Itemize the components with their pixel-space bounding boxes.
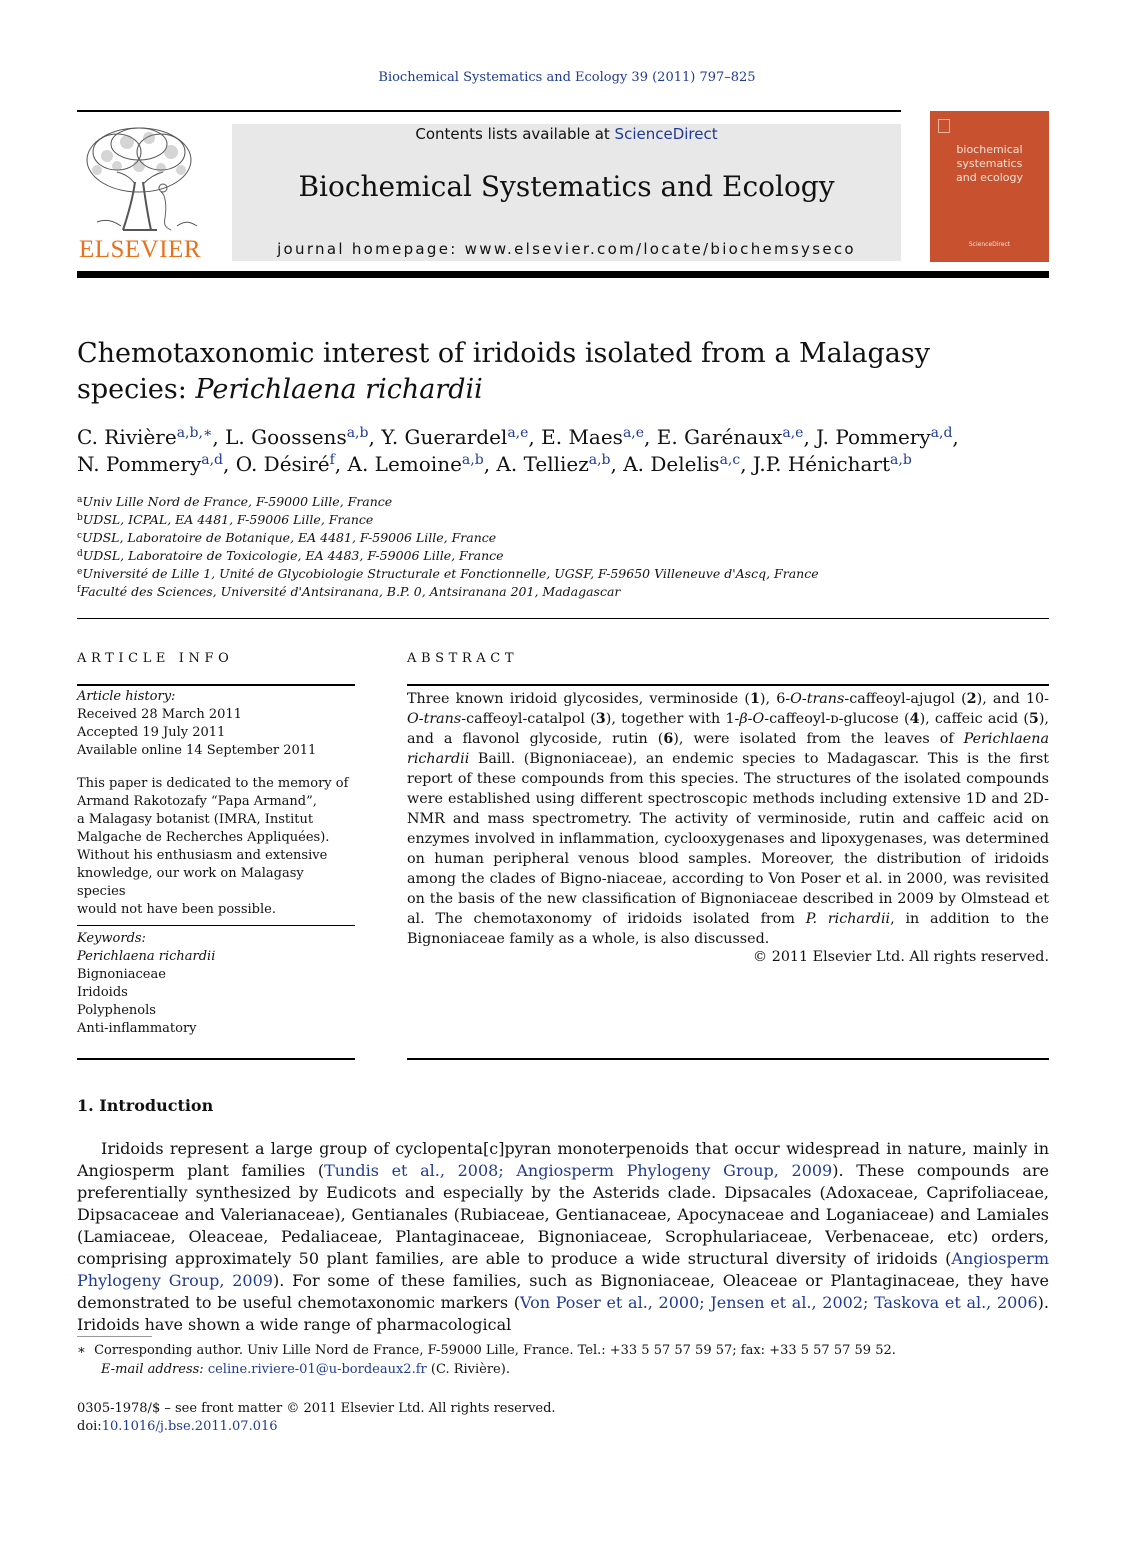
- text-run: 5: [1028, 711, 1039, 727]
- affiliation-rule: [77, 618, 1049, 619]
- text-run: ), caffeic acid (: [919, 711, 1029, 727]
- author-affiliation-marker[interactable]: a,c: [719, 452, 741, 468]
- abstract-copyright: © 2011 Elsevier Ltd. All rights reserved.: [752, 949, 1049, 965]
- author-separator: ,: [610, 452, 624, 476]
- author-name: J. Pommery: [816, 425, 931, 449]
- author-affiliation-marker[interactable]: a,b: [890, 452, 912, 468]
- text-run: O: [752, 711, 765, 727]
- elsevier-wordmark: ELSEVIER: [78, 236, 202, 263]
- dedication: This paper is dedicated to the memory of Armand Rakotozafy “Papa Armand”, a Malagasy botanist (IMRA, Institut Malgache de Recherches Appliquées). Without his enthusiasm and extensive knowledge, our work on Malagasy species would not have been possible.: [77, 776, 349, 917]
- author-line-1: [77, 424, 1049, 451]
- header-rule-bottom: [77, 271, 1049, 278]
- citation-link[interactable]: Von Poser et al., 2000; Jensen et al., 2002; Taskova et al., 2006: [519, 1293, 1038, 1312]
- article-info-rule: [77, 684, 355, 686]
- tree-engraving-icon: [77, 122, 203, 234]
- introduction-heading: 1. Introduction: [77, 1096, 214, 1115]
- text-run: 6: [663, 731, 674, 747]
- author-name: C. Rivière: [77, 425, 177, 449]
- contents-line: Contents lists available at ScienceDirect: [415, 125, 718, 143]
- abstract-text: [407, 689, 1049, 949]
- author-separator: ,: [368, 425, 382, 449]
- affiliations: [77, 493, 1049, 600]
- text-run: ). Iridoids have shown a wide range of pharmacological: [77, 1293, 1049, 1334]
- abstract-rule: [407, 684, 1049, 686]
- affiliation-item: $^d$UDSL, Laboratoire de Toxicologie, EA 4483, F-59006 Lille, France: [77, 547, 504, 563]
- journal-homepage[interactable]: journal homepage: www.elsevier.com/locate/biochemsyseco: [277, 240, 856, 258]
- author-affiliation-marker[interactable]: a,d: [201, 452, 224, 468]
- affiliation-item: $^b$UDSL, ICPAL, EA 4481, F-59006 Lille, France: [77, 511, 374, 527]
- text-run: ), were isolated from the leaves of: [673, 731, 964, 747]
- author-affiliation-marker[interactable]: a,b,∗: [176, 425, 213, 441]
- affiliation-item: $^f$Faculté des Sciences, Université d'Antsiranana, B.P. 0, Antsiranana 201, Madagascar: [77, 583, 621, 599]
- author-name: E. Garénaux: [656, 425, 783, 449]
- text-run: trans: [423, 711, 462, 727]
- affiliation-item: $^a$Univ Lille Nord de France, F-59000 Lille, France: [77, 494, 393, 509]
- author-separator: ,: [740, 452, 753, 476]
- affiliation-item: $^c$UDSL, Laboratoire de Botanique, EA 4481, F-59006 Lille, France: [77, 529, 497, 545]
- doi-line: doi:10.1016/j.bse.2011.07.016: [77, 1419, 278, 1434]
- author-name: L. Goossens: [225, 425, 347, 449]
- elsevier-logo[interactable]: [77, 122, 203, 264]
- keywords: Keywords: Perichlaena richardii Bignoniaceae Iridoids Polyphenols Anti-inflammatory: [77, 930, 355, 1038]
- email-link[interactable]: celine.riviere-01@u-bordeaux2.fr: [207, 1362, 427, 1377]
- corresponding-author-note: ∗ Corresponding author. Univ Lille Nord de France, F-59000 Lille, France. Tel.: +33 5 57 57 59 57; fax: +33 5 57 57 59 52.: [77, 1343, 896, 1358]
- article-title: Chemotaxonomic interest of iridoids isolated from a Malagasy species: Perichlaena richardii: [77, 338, 930, 405]
- text-run: Iridoids represent a large group of cyclopenta[c]pyran monoterpenoids that occur widespread in nature, mainly in Angiosperm plant families (: [77, 1139, 1049, 1180]
- author-affiliation-marker[interactable]: a,b: [461, 452, 484, 468]
- author-affiliation-marker[interactable]: a,e: [782, 425, 804, 441]
- text-run: O: [407, 711, 419, 727]
- author-name: A. Telliez: [496, 452, 589, 476]
- text-run: -caffeoyl-catalpol (: [461, 711, 596, 727]
- abstract-heading: ABSTRACT: [407, 651, 519, 666]
- author-affiliation-marker[interactable]: a,b: [588, 452, 611, 468]
- header-rule-top: [77, 110, 901, 112]
- text-run: 4: [909, 711, 920, 727]
- journal-cover[interactable]: [930, 111, 1049, 262]
- text-run: ), together with 1-: [605, 711, 740, 727]
- footnote-rule: [77, 1336, 152, 1337]
- affiliation-item: $^e$Université de Lille 1, Unité de Glycobiologie Structurale et Fonctionnelle, UGSF, F-59650 Villeneuve d'Ascq, France: [77, 565, 819, 581]
- author-name: E. Maes: [541, 425, 623, 449]
- cover-footer: ScienceDirect: [968, 241, 1011, 248]
- author-separator: ,: [803, 425, 817, 449]
- cover-elsevier-icon: [938, 119, 950, 133]
- keywords-rule: [77, 925, 355, 926]
- journal-name: Biochemical Systematics and Ecology: [298, 170, 835, 203]
- front-matter: 0305-1978/$ – see front matter © 2011 Elsevier Ltd. All rights reserved.: [77, 1401, 556, 1416]
- article-info-heading: ARTICLE INFO: [77, 651, 234, 666]
- author-affiliation-marker[interactable]: a,e: [507, 425, 529, 441]
- cover-title: biochemical systematics and ecology: [955, 143, 1023, 184]
- text-run: Three known iridoid glycosides, verminoside (: [407, 691, 750, 707]
- author-name: A. Delelis: [623, 452, 720, 476]
- author-affiliation-marker[interactable]: a,b: [346, 425, 369, 441]
- author-affiliation-marker[interactable]: a,e: [622, 425, 645, 441]
- keyword: Anti-inflammatory: [77, 1021, 197, 1036]
- author-name: N. Pommery: [77, 452, 202, 476]
- text-run: ). For some of these families, such as Bignoniaceae, Oleaceae or Plantaginaceae, they have demonstrated to be useful chemotaxonomic markers (: [77, 1271, 1050, 1312]
- article-info-end-rule: [77, 1058, 355, 1060]
- text-run: -: [418, 711, 424, 727]
- author-separator: ,: [334, 452, 348, 476]
- citation-link[interactable]: Tundis et al., 2008; Angiosperm Phylogeny Group, 2009: [324, 1161, 833, 1180]
- citation-link[interactable]: Angiosperm Phylogeny Group, 2009: [77, 1249, 1049, 1290]
- sciencedirect-link[interactable]: ScienceDirect: [614, 125, 718, 143]
- introduction-text: [77, 1138, 1049, 1336]
- abstract-end-rule: [407, 1058, 1049, 1060]
- text-run: -caffeoyl-ajugol (: [844, 691, 967, 707]
- journal-reference[interactable]: Biochemical Systematics and Ecology 39 (2011) 797–825: [378, 70, 756, 85]
- text-run: -: [747, 711, 753, 727]
- text-run: Perichlaena richardii: [407, 731, 1050, 767]
- text-run: O: [790, 691, 802, 707]
- keyword: Polyphenols: [77, 1003, 156, 1018]
- text-run: β: [739, 711, 748, 727]
- journal-banner: [232, 124, 901, 261]
- text-run: -caffeoyl-ᴅ-glucose (: [764, 711, 910, 727]
- author-line-2: [77, 451, 1049, 478]
- author-name: Y. Guerardel: [381, 425, 508, 449]
- author-separator: ,: [483, 452, 497, 476]
- author-separator: ,: [212, 425, 226, 449]
- text-run: Baill. (Bignoniaceae), an endemic species to Madagascar. This is the first report of these compounds from this species. The structures of the isolated compounds were established using different spectroscopic methods including extensive 1D and 2D-NMR and mass spectrometry. The activity of verminoside, rutin and caffeic acid on enzymes involved in inflammation, cyclooxygenases and lipoxygenases, was determined on human peripheral venous blood samples. Moreover, the distribution of iridoids among the clades of Bigno-niaceae, according to Von Poser et al. in 2000, was revisited on the basis of the new classification of Bignoniaceae described in 2009 by Olmstead et al. The chemotaxonomy of iridoids isolated from: [407, 751, 1049, 927]
- text-run: ), 6-: [759, 691, 791, 707]
- keyword: Perichlaena richardii: [77, 949, 216, 964]
- text-run: -: [801, 691, 807, 707]
- author-name: J.P. Hénichart: [752, 452, 891, 476]
- text-run: , in addition to the Bignoniaceae family as a whole, is also discussed.: [407, 911, 1049, 947]
- text-run: 2: [966, 691, 977, 707]
- email-note: E-mail address: celine.riviere-01@u-bordeaux2.fr (C. Rivière).: [101, 1362, 510, 1377]
- author-name: O. Désiré: [235, 452, 330, 476]
- keyword: Bignoniaceae: [77, 967, 166, 982]
- author-separator: ,: [952, 425, 959, 449]
- author-separator: ,: [223, 452, 236, 476]
- author-separator: ,: [528, 425, 542, 449]
- author-name: A. Lemoine: [347, 452, 462, 476]
- keyword: Iridoids: [77, 985, 128, 1000]
- text-run: 3: [595, 711, 606, 727]
- text-run: ), and a flavonol glycoside, rutin (: [407, 711, 1049, 747]
- text-run: ). These compounds are preferentially synthesized by Eudicots and especially by the Asterids clade. Dipsacales (Adoxaceae, Caprifoliaceae, Dipsacaceae and Valerianaceae), Gentianales (Rubiaceae, Gentianaceae, Apocynaceae and Loganiaceae) and Lamiales (Lamiaceae, Oleaceae, Pedaliaceae, Plantaginaceae, Bignoniaceae, Scrophulariaceae, Verbenaceae, etc) orders, comprising approximately 50 plant families, are able to produce a wide structural diversity of iridoids (: [77, 1161, 1049, 1268]
- text-run: 1: [749, 691, 760, 707]
- doi-link[interactable]: 10.1016/j.bse.2011.07.016: [101, 1419, 278, 1434]
- author-affiliation-marker[interactable]: a,d: [930, 425, 953, 441]
- text-run: trans: [806, 691, 845, 707]
- text-run: P. richardii: [805, 911, 891, 927]
- article-history: Article history: Received 28 March 2011 Accepted 19 July 2011 Available online 14 September 2011: [77, 689, 317, 758]
- author-separator: ,: [644, 425, 657, 449]
- text-run: ), and 10-: [976, 691, 1049, 707]
- author-list: [77, 424, 1049, 478]
- author-affiliation-marker[interactable]: f: [329, 452, 335, 468]
